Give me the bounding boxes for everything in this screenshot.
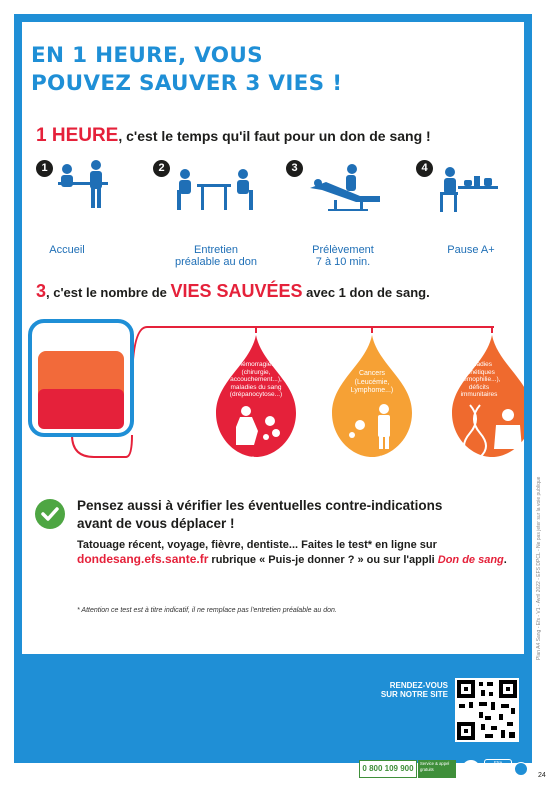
platelets-drop	[332, 335, 412, 457]
title-line-1: EN 1 HEURE, VOUS	[31, 43, 263, 68]
note-body-line-1: Tatouage récent, voyage, fièvre, dentiste... Faites le test* en ligne sur	[77, 539, 437, 551]
footnote: * Attention ce test est à titre indicatif, il ne remplace pas l'entretien préalable au don.	[77, 607, 337, 614]
drop-text-line: (hémophilie...),	[457, 376, 501, 383]
donation-chair-icon	[304, 162, 386, 214]
note-body-end: .	[503, 554, 507, 566]
appointment-callout-line-1: RENDEZ-VOUS	[389, 681, 448, 690]
interview-table-icon	[173, 160, 259, 212]
one-hour-heading	[36, 125, 431, 147]
website-link[interactable]: dondesang.efs.sante.fr	[77, 552, 209, 566]
drop-text-line: accouchement...),	[230, 376, 282, 383]
drop-description-platelets	[335, 370, 409, 396]
lives-number: 3	[36, 281, 47, 301]
drop-description-plasma	[442, 361, 516, 399]
free-call-line-2: gratuits	[420, 766, 434, 772]
drop-text-line: déficits	[468, 383, 490, 391]
donor-badge-line-2: donneur	[489, 766, 507, 771]
footer-website[interactable]: dondesang.efs.sante.fr	[256, 765, 350, 775]
drop-text-line: immunitaires	[460, 391, 498, 398]
recycling-label: recomplete	[506, 778, 521, 782]
efs-logo-icon	[462, 760, 480, 778]
step-label	[288, 244, 398, 268]
step-number: 2	[153, 160, 170, 177]
lives-text: , c'est le nombre de	[46, 285, 171, 300]
note-body-line-2: rubrique « Puis-je donner ? » ou sur l'appli	[208, 554, 438, 566]
drop-label-plasma	[442, 454, 516, 464]
page-title	[31, 42, 342, 98]
step-label-line-1: Pause A+	[447, 244, 495, 256]
contraindications-text	[77, 538, 507, 567]
one-hour-text: , c'est le temps qu'il faut pour un don de sang !	[118, 128, 431, 144]
drop-text-line: (Leucémie,	[354, 378, 390, 386]
step-label	[416, 244, 526, 256]
blood-bag-icon	[30, 321, 132, 435]
lives-highlight: VIES SAUVÉES	[170, 281, 303, 301]
drop-description-red-cells	[219, 361, 293, 399]
drop-text-line: Lymphome...)	[350, 387, 394, 394]
phone-number: 0 800 109 900	[359, 760, 417, 778]
contraindications-title-line-1: Pensez aussi à vérifier les éventuelles contre-indications	[77, 498, 443, 513]
step-label-line-1: Entretien	[193, 244, 239, 256]
drop-label-platelets	[335, 454, 409, 464]
contraindications-title	[77, 497, 442, 533]
poster-content	[22, 22, 524, 654]
one-hour-highlight: 1 HEURE	[36, 125, 119, 146]
drop-label-line: rouges	[240, 465, 271, 475]
title-line-2: POUVEZ SAUVER 3 VIES !	[31, 71, 343, 96]
qr-code-icon[interactable]	[455, 678, 519, 742]
appointment-callout	[348, 681, 448, 699]
drop-label-line: Plaquettes	[349, 454, 395, 464]
step-label-line-1: Prélèvement	[312, 244, 374, 256]
drop-label-line: Globules	[236, 455, 276, 465]
free-call-line-1: Service & appel	[420, 761, 450, 766]
step-label	[161, 244, 271, 268]
drop-text-line: (chirurgie,	[241, 368, 271, 376]
drop-text-line: Cancers	[358, 370, 386, 377]
step-number: 3	[286, 160, 303, 177]
step-label-line-2: 7 à 10 min.	[315, 256, 371, 268]
app-name: Don de sang	[437, 554, 504, 566]
reception-desk-icon	[54, 158, 134, 210]
page-number: 24	[538, 772, 546, 779]
step-label-line-1: Accueil	[49, 244, 85, 256]
drop-text-line: génétiques	[463, 368, 495, 376]
donor-badge-line-1: Etre	[493, 760, 503, 765]
drop-text-line: Maladies	[465, 361, 492, 368]
step-number: 1	[36, 160, 53, 177]
drop-text-line: (drépanocytose...)	[229, 391, 283, 398]
drop-text-line: maladies du sang	[230, 383, 282, 391]
step-number: 4	[416, 160, 433, 177]
step-label-line-2: préalable au don	[175, 256, 257, 268]
drop-label-line: Plasma	[463, 454, 495, 464]
step-label	[12, 244, 122, 256]
check-icon	[35, 499, 65, 529]
lives-heading	[36, 281, 430, 302]
donor-badge	[484, 759, 512, 779]
contraindications-title-line-2: avant de vous déplacer !	[77, 516, 235, 531]
drop-label-red-cells	[219, 455, 293, 475]
drop-text-line: Hémorragies	[237, 361, 275, 368]
appointment-callout-line-2: SUR NOTRE SITE	[380, 690, 448, 699]
lives-text-end: avec 1 don de sang.	[302, 285, 430, 300]
free-call-badge	[418, 760, 456, 778]
snack-break-icon	[434, 160, 504, 214]
side-print-info: Plan A4 Sang - Efs - V1 - Avril 2022 - EFS DPCL - Ne pas jeter sur la voie publique	[536, 476, 542, 660]
recycling-logo-icon	[514, 762, 528, 776]
